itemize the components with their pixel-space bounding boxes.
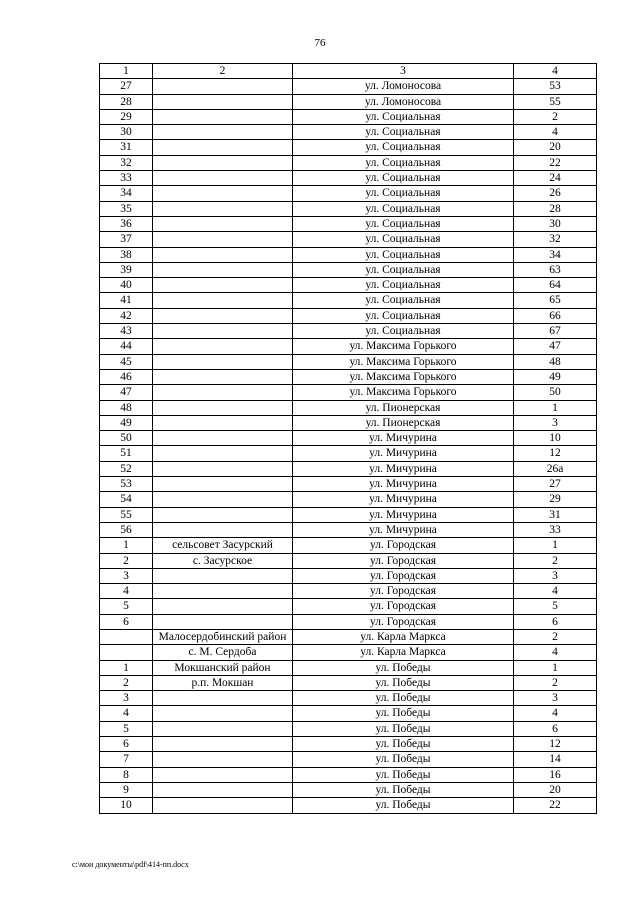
- table-row: [100, 645, 597, 660]
- street-cell: ул. Социальная: [293, 308, 514, 323]
- table-row: [100, 247, 597, 262]
- table-row: [100, 324, 597, 339]
- row-number-cell: 2: [100, 553, 153, 568]
- house-number-cell: 26: [514, 186, 597, 201]
- house-number-cell: 12: [514, 737, 597, 752]
- street-cell: ул. Социальная: [293, 140, 514, 155]
- street-cell: ул. Городская: [293, 614, 514, 629]
- house-number-cell: 1: [514, 538, 597, 553]
- street-cell: ул. Максима Горького: [293, 385, 514, 400]
- row-number-cell: 52: [100, 461, 153, 476]
- table-row: [100, 262, 597, 277]
- house-number-cell: 20: [514, 140, 597, 155]
- row-number-cell: 35: [100, 201, 153, 216]
- district-cell: [153, 125, 293, 140]
- table-row: [100, 339, 597, 354]
- table-row: [100, 354, 597, 369]
- house-number-cell: 32: [514, 232, 597, 247]
- table-row: [100, 415, 597, 430]
- page-number: 76: [314, 37, 326, 49]
- house-number-cell: 29: [514, 492, 597, 507]
- table-row: [100, 614, 597, 629]
- table-row: [100, 461, 597, 476]
- row-number-cell: 44: [100, 339, 153, 354]
- street-cell: ул. Мичурина: [293, 446, 514, 461]
- street-cell: ул. Победы: [293, 675, 514, 690]
- footer-file-path: c:\мои документы\pdf\414-пп.docx: [72, 860, 189, 869]
- table-row: [100, 706, 597, 721]
- street-cell: ул. Социальная: [293, 278, 514, 293]
- row-number-cell: 45: [100, 354, 153, 369]
- row-number-cell: 5: [100, 721, 153, 736]
- table-row: [100, 431, 597, 446]
- table-row: [100, 568, 597, 583]
- district-cell: [153, 171, 293, 186]
- street-cell: ул. Мичурина: [293, 461, 514, 476]
- row-number-cell: 27: [100, 79, 153, 94]
- table-row: [100, 201, 597, 216]
- district-cell: [153, 461, 293, 476]
- street-cell: ул. Социальная: [293, 324, 514, 339]
- row-number-cell: 2: [100, 675, 153, 690]
- district-cell: [153, 247, 293, 262]
- district-cell: [153, 507, 293, 522]
- district-cell: [153, 721, 293, 736]
- table-row: [100, 522, 597, 537]
- table-row: [100, 660, 597, 675]
- row-number-cell: 56: [100, 522, 153, 537]
- district-cell: [153, 431, 293, 446]
- row-number-cell: 38: [100, 247, 153, 262]
- street-cell: ул. Ломоносова: [293, 94, 514, 109]
- street-cell: ул. Городская: [293, 538, 514, 553]
- table-row: [100, 79, 597, 94]
- row-number-cell: 36: [100, 216, 153, 231]
- house-number-cell: 2: [514, 553, 597, 568]
- house-number-cell: 47: [514, 339, 597, 354]
- street-cell: ул. Карла Маркса: [293, 645, 514, 660]
- table-row: [100, 538, 597, 553]
- table-row: [100, 385, 597, 400]
- table-row: [100, 691, 597, 706]
- row-number-cell: 30: [100, 125, 153, 140]
- street-cell: ул. Социальная: [293, 232, 514, 247]
- district-cell: [153, 446, 293, 461]
- row-number-cell: 47: [100, 385, 153, 400]
- header-cell-3: 3: [293, 64, 514, 79]
- house-number-cell: 3: [514, 691, 597, 706]
- street-cell: ул. Победы: [293, 752, 514, 767]
- house-number-cell: 3: [514, 568, 597, 583]
- house-number-cell: 22: [514, 798, 597, 813]
- table-row: [100, 140, 597, 155]
- street-cell: ул. Победы: [293, 721, 514, 736]
- row-number-cell: 7: [100, 752, 153, 767]
- street-cell: ул. Городская: [293, 584, 514, 599]
- district-cell: [153, 584, 293, 599]
- street-cell: ул. Мичурина: [293, 431, 514, 446]
- house-number-cell: 12: [514, 446, 597, 461]
- house-number-cell: 14: [514, 752, 597, 767]
- house-number-cell: 50: [514, 385, 597, 400]
- header-row: [100, 64, 597, 79]
- district-cell: [153, 339, 293, 354]
- row-number-cell: 50: [100, 431, 153, 446]
- row-number-cell: 40: [100, 278, 153, 293]
- district-cell: [153, 614, 293, 629]
- street-cell: ул. Максима Горького: [293, 354, 514, 369]
- district-cell: Малосердобинский район: [153, 629, 293, 644]
- row-number-cell: 1: [100, 538, 153, 553]
- street-cell: ул. Максима Горького: [293, 369, 514, 384]
- district-cell: [153, 79, 293, 94]
- house-number-cell: 16: [514, 767, 597, 782]
- house-number-cell: 55: [514, 94, 597, 109]
- row-number-cell: 49: [100, 415, 153, 430]
- street-cell: ул. Мичурина: [293, 477, 514, 492]
- row-number-cell: 33: [100, 171, 153, 186]
- house-number-cell: 33: [514, 522, 597, 537]
- house-number-cell: 3: [514, 415, 597, 430]
- table-row: [100, 477, 597, 492]
- district-cell: [153, 767, 293, 782]
- district-cell: [153, 109, 293, 124]
- table-row: [100, 278, 597, 293]
- street-cell: ул. Победы: [293, 660, 514, 675]
- street-cell: ул. Городская: [293, 599, 514, 614]
- house-number-cell: 48: [514, 354, 597, 369]
- table-row: [100, 584, 597, 599]
- row-number-cell: 8: [100, 767, 153, 782]
- row-number-cell: 51: [100, 446, 153, 461]
- street-cell: ул. Мичурина: [293, 507, 514, 522]
- district-cell: [153, 477, 293, 492]
- table-row: [100, 369, 597, 384]
- row-number-cell: 28: [100, 94, 153, 109]
- district-cell: с. Засурское: [153, 553, 293, 568]
- district-cell: [153, 385, 293, 400]
- district-cell: сельсовет Засурский: [153, 538, 293, 553]
- street-cell: ул. Мичурина: [293, 492, 514, 507]
- district-cell: [153, 155, 293, 170]
- row-number-cell: 3: [100, 691, 153, 706]
- row-number-cell: 48: [100, 400, 153, 415]
- district-cell: Мокшанский район: [153, 660, 293, 675]
- house-number-cell: 2: [514, 109, 597, 124]
- table-row: [100, 492, 597, 507]
- district-cell: [153, 308, 293, 323]
- district-cell: с. М. Сердоба: [153, 645, 293, 660]
- house-number-cell: 10: [514, 431, 597, 446]
- table-header: [100, 64, 597, 79]
- row-number-cell: [100, 629, 153, 644]
- row-number-cell: 4: [100, 706, 153, 721]
- street-cell: ул. Социальная: [293, 293, 514, 308]
- district-cell: [153, 599, 293, 614]
- house-number-cell: 2: [514, 629, 597, 644]
- street-cell: ул. Пионерская: [293, 415, 514, 430]
- table-row: [100, 553, 597, 568]
- district-cell: [153, 216, 293, 231]
- row-number-cell: 46: [100, 369, 153, 384]
- house-number-cell: 24: [514, 171, 597, 186]
- street-cell: ул. Социальная: [293, 171, 514, 186]
- district-cell: [153, 201, 293, 216]
- street-cell: ул. Победы: [293, 706, 514, 721]
- house-number-cell: 4: [514, 706, 597, 721]
- header-cell-4: 4: [514, 64, 597, 79]
- row-number-cell: 6: [100, 737, 153, 752]
- district-cell: [153, 798, 293, 813]
- street-cell: ул. Социальная: [293, 155, 514, 170]
- house-number-cell: 4: [514, 125, 597, 140]
- street-cell: ул. Победы: [293, 798, 514, 813]
- district-cell: [153, 354, 293, 369]
- house-number-cell: 22: [514, 155, 597, 170]
- header-cell-1: 1: [100, 64, 153, 79]
- house-number-cell: 30: [514, 216, 597, 231]
- row-number-cell: 10: [100, 798, 153, 813]
- district-cell: [153, 293, 293, 308]
- table-row: [100, 216, 597, 231]
- table-row: [100, 293, 597, 308]
- district-cell: р.п. Мокшан: [153, 675, 293, 690]
- street-cell: ул. Социальная: [293, 262, 514, 277]
- district-cell: [153, 691, 293, 706]
- table-row: [100, 507, 597, 522]
- house-number-cell: 1: [514, 660, 597, 675]
- house-number-cell: 34: [514, 247, 597, 262]
- row-number-cell: 54: [100, 492, 153, 507]
- street-cell: ул. Городская: [293, 553, 514, 568]
- row-number-cell: 3: [100, 568, 153, 583]
- table-row: [100, 94, 597, 109]
- house-number-cell: 49: [514, 369, 597, 384]
- district-cell: [153, 324, 293, 339]
- row-number-cell: 55: [100, 507, 153, 522]
- district-cell: [153, 752, 293, 767]
- house-number-cell: 65: [514, 293, 597, 308]
- table-row: [100, 782, 597, 797]
- row-number-cell: 6: [100, 614, 153, 629]
- district-cell: [153, 262, 293, 277]
- street-cell: ул. Пионерская: [293, 400, 514, 415]
- row-number-cell: 41: [100, 293, 153, 308]
- district-cell: [153, 278, 293, 293]
- header-cell-2: 2: [153, 64, 293, 79]
- row-number-cell: 34: [100, 186, 153, 201]
- street-cell: ул. Победы: [293, 737, 514, 752]
- street-cell: ул. Карла Маркса: [293, 629, 514, 644]
- table-row: [100, 767, 597, 782]
- table-row: [100, 798, 597, 813]
- district-cell: [153, 706, 293, 721]
- street-cell: ул. Социальная: [293, 247, 514, 262]
- table-row: [100, 752, 597, 767]
- street-cell: ул. Социальная: [293, 216, 514, 231]
- street-cell: ул. Ломоносова: [293, 79, 514, 94]
- table-row: [100, 721, 597, 736]
- district-cell: [153, 186, 293, 201]
- street-cell: ул. Социальная: [293, 125, 514, 140]
- address-table: [99, 63, 597, 814]
- row-number-cell: 31: [100, 140, 153, 155]
- house-number-cell: 67: [514, 324, 597, 339]
- table-body: [100, 79, 597, 813]
- house-number-cell: 63: [514, 262, 597, 277]
- street-cell: ул. Социальная: [293, 109, 514, 124]
- street-cell: ул. Победы: [293, 782, 514, 797]
- table-row: [100, 109, 597, 124]
- table-row: [100, 308, 597, 323]
- house-number-cell: 5: [514, 599, 597, 614]
- house-number-cell: 26а: [514, 461, 597, 476]
- table-row: [100, 446, 597, 461]
- row-number-cell: 1: [100, 660, 153, 675]
- row-number-cell: 39: [100, 262, 153, 277]
- street-cell: ул. Победы: [293, 767, 514, 782]
- district-cell: [153, 522, 293, 537]
- district-cell: [153, 492, 293, 507]
- street-cell: ул. Максима Горького: [293, 339, 514, 354]
- row-number-cell: 9: [100, 782, 153, 797]
- table-row: [100, 186, 597, 201]
- table-row: [100, 737, 597, 752]
- street-cell: ул. Социальная: [293, 201, 514, 216]
- row-number-cell: [100, 645, 153, 660]
- row-number-cell: 32: [100, 155, 153, 170]
- table-row: [100, 155, 597, 170]
- row-number-cell: 29: [100, 109, 153, 124]
- row-number-cell: 37: [100, 232, 153, 247]
- row-number-cell: 5: [100, 599, 153, 614]
- street-cell: ул. Мичурина: [293, 522, 514, 537]
- house-number-cell: 20: [514, 782, 597, 797]
- house-number-cell: 64: [514, 278, 597, 293]
- table-row: [100, 125, 597, 140]
- district-cell: [153, 232, 293, 247]
- table-row: [100, 629, 597, 644]
- street-cell: ул. Социальная: [293, 186, 514, 201]
- street-cell: ул. Городская: [293, 568, 514, 583]
- row-number-cell: 42: [100, 308, 153, 323]
- row-number-cell: 43: [100, 324, 153, 339]
- district-cell: [153, 737, 293, 752]
- row-number-cell: 53: [100, 477, 153, 492]
- house-number-cell: 6: [514, 614, 597, 629]
- house-number-cell: 4: [514, 645, 597, 660]
- house-number-cell: 31: [514, 507, 597, 522]
- district-cell: [153, 369, 293, 384]
- district-cell: [153, 782, 293, 797]
- district-cell: [153, 140, 293, 155]
- table-row: [100, 232, 597, 247]
- table-row: [100, 599, 597, 614]
- house-number-cell: 2: [514, 675, 597, 690]
- district-cell: [153, 568, 293, 583]
- house-number-cell: 1: [514, 400, 597, 415]
- house-number-cell: 53: [514, 79, 597, 94]
- district-cell: [153, 94, 293, 109]
- house-number-cell: 27: [514, 477, 597, 492]
- table-row: [100, 400, 597, 415]
- house-number-cell: 4: [514, 584, 597, 599]
- house-number-cell: 28: [514, 201, 597, 216]
- district-cell: [153, 400, 293, 415]
- district-cell: [153, 415, 293, 430]
- street-cell: ул. Победы: [293, 691, 514, 706]
- house-number-cell: 6: [514, 721, 597, 736]
- house-number-cell: 66: [514, 308, 597, 323]
- row-number-cell: 4: [100, 584, 153, 599]
- table-row: [100, 171, 597, 186]
- table-row: [100, 675, 597, 690]
